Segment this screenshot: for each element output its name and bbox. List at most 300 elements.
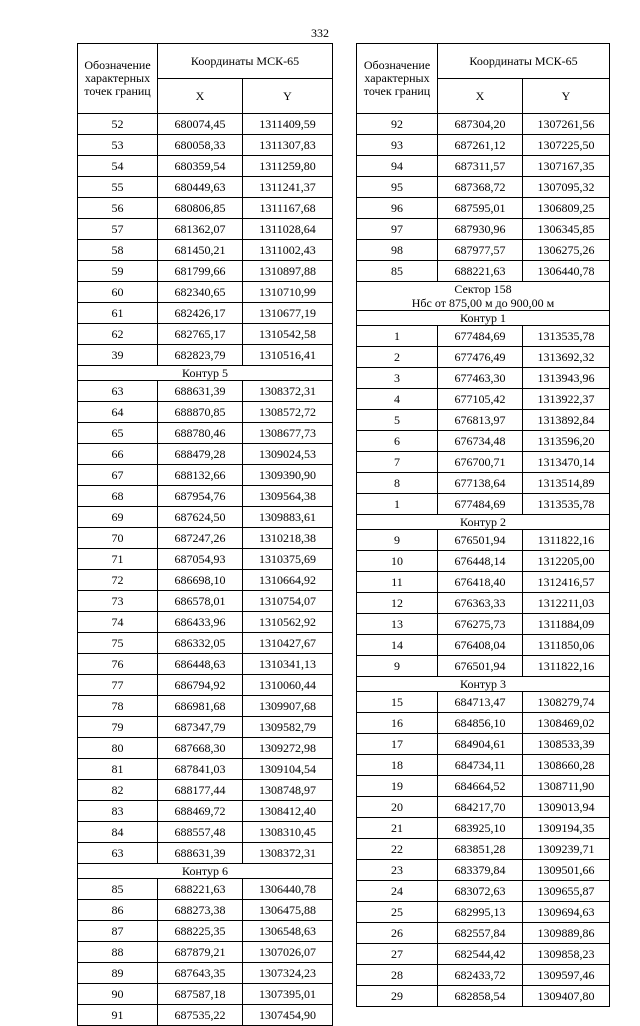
table-body-left (78, 114, 333, 1026)
y-coordinate: 1313470,14 (523, 452, 610, 473)
point-number: 92 (357, 114, 438, 135)
point-number: 18 (357, 755, 438, 776)
x-coordinate: 676813,97 (438, 410, 523, 431)
point-number: 23 (357, 860, 438, 881)
table-row (357, 776, 610, 797)
y-coordinate: 1309889,86 (523, 923, 610, 944)
x-coordinate: 676275,73 (438, 614, 523, 635)
x-coordinate: 676734,48 (438, 431, 523, 452)
x-coordinate: 683072,63 (438, 881, 523, 902)
point-number: 53 (78, 135, 158, 156)
section-heading (78, 864, 333, 879)
table-row (357, 494, 610, 515)
table-row (357, 177, 610, 198)
y-coordinate: 1311307,83 (243, 135, 333, 156)
point-number: 74 (78, 612, 158, 633)
point-number: 52 (78, 114, 158, 135)
table-row (78, 345, 333, 366)
y-coordinate: 1313892,84 (523, 410, 610, 431)
section-title: Контур 3 (460, 677, 506, 691)
table-row (78, 282, 333, 303)
point-number: 85 (357, 261, 438, 282)
table-row (78, 381, 333, 402)
table-row (357, 326, 610, 347)
point-number: 2 (357, 347, 438, 368)
point-number: 94 (357, 156, 438, 177)
point-number: 11 (357, 572, 438, 593)
y-coordinate: 1313535,78 (523, 494, 610, 515)
y-coordinate: 1308748,97 (243, 780, 333, 801)
x-coordinate: 688870,85 (158, 402, 243, 423)
point-number: 19 (357, 776, 438, 797)
x-coordinate: 682995,13 (438, 902, 523, 923)
y-coordinate: 1309104,54 (243, 759, 333, 780)
x-coordinate: 686448,63 (158, 654, 243, 675)
table-row (78, 780, 333, 801)
section-subtitle: Нбс от 875,00 м до 900,00 м (411, 296, 555, 310)
table-row (78, 738, 333, 759)
y-coordinate: 1311850,06 (523, 635, 610, 656)
y-coordinate: 1311241,37 (243, 177, 333, 198)
point-number: 28 (357, 965, 438, 986)
point-number: 65 (78, 423, 158, 444)
table-row (78, 717, 333, 738)
table-row (357, 473, 610, 494)
header-y: Y (243, 79, 333, 114)
y-coordinate: 1306475,88 (243, 900, 333, 921)
point-number: 55 (78, 177, 158, 198)
y-coordinate: 1308279,74 (523, 692, 610, 713)
table-row (357, 965, 610, 986)
y-coordinate: 1310677,19 (243, 303, 333, 324)
table-row (78, 696, 333, 717)
table-row (357, 240, 610, 261)
table-row (357, 551, 610, 572)
coordinates-table-right (356, 43, 610, 1007)
point-number: 75 (78, 633, 158, 654)
table-row (78, 963, 333, 984)
table-row (78, 444, 333, 465)
point-number: 15 (357, 692, 438, 713)
x-coordinate: 681799,66 (158, 261, 243, 282)
y-coordinate: 1308660,28 (523, 755, 610, 776)
x-coordinate: 676700,71 (438, 452, 523, 473)
x-coordinate: 676363,33 (438, 593, 523, 614)
point-number: 5 (357, 410, 438, 431)
y-coordinate: 1309907,68 (243, 696, 333, 717)
point-number: 78 (78, 696, 158, 717)
point-number: 84 (78, 822, 158, 843)
y-coordinate: 1308533,39 (523, 734, 610, 755)
x-coordinate: 688631,39 (158, 843, 243, 864)
x-coordinate: 677484,69 (438, 494, 523, 515)
x-coordinate: 688479,28 (158, 444, 243, 465)
table-row (78, 879, 333, 900)
point-number: 97 (357, 219, 438, 240)
table-row (357, 114, 610, 135)
x-coordinate: 687304,20 (438, 114, 523, 135)
header-coordinates: Координаты МСК-65 (438, 44, 610, 79)
x-coordinate: 676418,40 (438, 572, 523, 593)
x-coordinate: 687247,26 (158, 528, 243, 549)
point-number: 27 (357, 944, 438, 965)
table-row (78, 303, 333, 324)
point-number: 93 (357, 135, 438, 156)
y-coordinate: 1311167,68 (243, 198, 333, 219)
point-number: 82 (78, 780, 158, 801)
section-row (357, 282, 610, 311)
table-row (78, 240, 333, 261)
x-coordinate: 687841,03 (158, 759, 243, 780)
table-row (357, 572, 610, 593)
table-row (357, 881, 610, 902)
x-coordinate: 687879,21 (158, 942, 243, 963)
y-coordinate: 1310060,44 (243, 675, 333, 696)
point-number: 26 (357, 923, 438, 944)
table-row (78, 156, 333, 177)
y-coordinate: 1311028,64 (243, 219, 333, 240)
table-row (78, 324, 333, 345)
y-coordinate: 1312416,57 (523, 572, 610, 593)
y-coordinate: 1310516,41 (243, 345, 333, 366)
table-row (78, 219, 333, 240)
y-coordinate: 1310341,13 (243, 654, 333, 675)
y-coordinate: 1306548,63 (243, 921, 333, 942)
x-coordinate: 688631,39 (158, 381, 243, 402)
point-number: 77 (78, 675, 158, 696)
point-number: 12 (357, 593, 438, 614)
point-number: 8 (357, 473, 438, 494)
x-coordinate: 677105,42 (438, 389, 523, 410)
y-coordinate: 1309883,61 (243, 507, 333, 528)
table-header (78, 44, 333, 114)
x-coordinate: 680359,54 (158, 156, 243, 177)
table-row (78, 402, 333, 423)
y-coordinate: 1308469,02 (523, 713, 610, 734)
x-coordinate: 680074,45 (158, 114, 243, 135)
x-coordinate: 682433,72 (438, 965, 523, 986)
y-coordinate: 1312205,00 (523, 551, 610, 572)
x-coordinate: 676501,94 (438, 530, 523, 551)
point-number: 64 (78, 402, 158, 423)
y-coordinate: 1308572,72 (243, 402, 333, 423)
y-coordinate: 1309597,46 (523, 965, 610, 986)
header-y: Y (523, 79, 610, 114)
point-number: 98 (357, 240, 438, 261)
table-row (78, 549, 333, 570)
section-row (78, 366, 333, 381)
x-coordinate: 682426,17 (158, 303, 243, 324)
table-row (78, 261, 333, 282)
point-number: 83 (78, 801, 158, 822)
y-coordinate: 1308310,45 (243, 822, 333, 843)
y-coordinate: 1311822,16 (523, 656, 610, 677)
table-row (357, 593, 610, 614)
point-number: 29 (357, 986, 438, 1007)
y-coordinate: 1309407,80 (523, 986, 610, 1007)
x-coordinate: 680058,33 (158, 135, 243, 156)
x-coordinate: 686794,92 (158, 675, 243, 696)
point-number: 73 (78, 591, 158, 612)
y-coordinate: 1313535,78 (523, 326, 610, 347)
y-coordinate: 1310754,07 (243, 591, 333, 612)
x-coordinate: 687930,96 (438, 219, 523, 240)
section-heading (357, 515, 610, 530)
point-number: 87 (78, 921, 158, 942)
section-heading (357, 282, 610, 311)
y-coordinate: 1310710,99 (243, 282, 333, 303)
x-coordinate: 688225,35 (158, 921, 243, 942)
point-number: 1 (357, 494, 438, 515)
y-coordinate: 1310218,38 (243, 528, 333, 549)
x-coordinate: 684217,70 (438, 797, 523, 818)
x-coordinate: 687595,01 (438, 198, 523, 219)
x-coordinate: 686332,05 (158, 633, 243, 654)
point-number: 96 (357, 198, 438, 219)
x-coordinate: 684734,11 (438, 755, 523, 776)
point-number: 63 (78, 381, 158, 402)
table-row (78, 633, 333, 654)
x-coordinate: 681450,21 (158, 240, 243, 261)
point-number: 81 (78, 759, 158, 780)
table-row (357, 713, 610, 734)
table-row (78, 675, 333, 696)
table-row (357, 656, 610, 677)
point-number: 10 (357, 551, 438, 572)
header-points-label: Обозначение характерных точек границ (357, 44, 438, 114)
y-coordinate: 1313596,20 (523, 431, 610, 452)
x-coordinate: 682765,17 (158, 324, 243, 345)
point-number: 17 (357, 734, 438, 755)
table-row (78, 423, 333, 444)
x-coordinate: 686981,68 (158, 696, 243, 717)
point-number: 22 (357, 839, 438, 860)
table-row (78, 591, 333, 612)
y-coordinate: 1311409,59 (243, 114, 333, 135)
point-number: 57 (78, 219, 158, 240)
x-coordinate: 686698,10 (158, 570, 243, 591)
y-coordinate: 1309582,79 (243, 717, 333, 738)
header-x: X (158, 79, 243, 114)
point-number: 71 (78, 549, 158, 570)
point-number: 21 (357, 818, 438, 839)
y-coordinate: 1308412,40 (243, 801, 333, 822)
y-coordinate: 1312211,03 (523, 593, 610, 614)
y-coordinate: 1307225,50 (523, 135, 610, 156)
table-row (357, 755, 610, 776)
x-coordinate: 683925,10 (438, 818, 523, 839)
point-number: 63 (78, 843, 158, 864)
x-coordinate: 688273,38 (158, 900, 243, 921)
point-number: 4 (357, 389, 438, 410)
table-row (78, 612, 333, 633)
x-coordinate: 684664,52 (438, 776, 523, 797)
y-coordinate: 1313514,89 (523, 473, 610, 494)
table-row (357, 261, 610, 282)
x-coordinate: 687954,76 (158, 486, 243, 507)
point-number: 24 (357, 881, 438, 902)
point-number: 67 (78, 465, 158, 486)
section-heading (357, 677, 610, 692)
x-coordinate: 684856,10 (438, 713, 523, 734)
y-coordinate: 1313943,96 (523, 368, 610, 389)
table-row (78, 507, 333, 528)
x-coordinate: 676408,04 (438, 635, 523, 656)
table-row (357, 347, 610, 368)
y-coordinate: 1309564,38 (243, 486, 333, 507)
point-number: 6 (357, 431, 438, 452)
y-coordinate: 1308677,73 (243, 423, 333, 444)
y-coordinate: 1310897,88 (243, 261, 333, 282)
table-row (357, 860, 610, 881)
table-row (357, 692, 610, 713)
table-row (357, 902, 610, 923)
x-coordinate: 688221,63 (158, 879, 243, 900)
x-coordinate: 676501,94 (438, 656, 523, 677)
table-row (357, 368, 610, 389)
table-row (357, 614, 610, 635)
x-coordinate: 683379,84 (438, 860, 523, 881)
section-row (357, 311, 610, 326)
x-coordinate: 683851,28 (438, 839, 523, 860)
x-coordinate: 677476,49 (438, 347, 523, 368)
point-number: 9 (357, 530, 438, 551)
point-number: 95 (357, 177, 438, 198)
y-coordinate: 1309858,23 (523, 944, 610, 965)
table-row (357, 431, 610, 452)
x-coordinate: 677138,64 (438, 473, 523, 494)
point-number: 89 (78, 963, 158, 984)
table-row (78, 843, 333, 864)
y-coordinate: 1309194,35 (523, 818, 610, 839)
point-number: 85 (78, 879, 158, 900)
table-row (78, 822, 333, 843)
section-title: Контур 6 (182, 864, 228, 878)
section-heading (78, 366, 333, 381)
y-coordinate: 1313922,37 (523, 389, 610, 410)
y-coordinate: 1308372,31 (243, 381, 333, 402)
x-coordinate: 681362,07 (158, 219, 243, 240)
x-coordinate: 687054,93 (158, 549, 243, 570)
point-number: 14 (357, 635, 438, 656)
table-row (78, 528, 333, 549)
section-title: Контур 1 (460, 311, 506, 325)
y-coordinate: 1307324,23 (243, 963, 333, 984)
table-row (357, 156, 610, 177)
point-number: 91 (78, 1005, 158, 1026)
point-number: 20 (357, 797, 438, 818)
point-number: 7 (357, 452, 438, 473)
point-number: 61 (78, 303, 158, 324)
x-coordinate: 688469,72 (158, 801, 243, 822)
point-number: 90 (78, 984, 158, 1005)
y-coordinate: 1311822,16 (523, 530, 610, 551)
section-title: Сектор 158 (454, 282, 512, 296)
x-coordinate: 688557,48 (158, 822, 243, 843)
y-coordinate: 1309694,63 (523, 902, 610, 923)
point-number: 59 (78, 261, 158, 282)
x-coordinate: 687368,72 (438, 177, 523, 198)
table-row (78, 1005, 333, 1026)
x-coordinate: 687587,18 (158, 984, 243, 1005)
table-row (357, 530, 610, 551)
point-number: 60 (78, 282, 158, 303)
table-row (357, 923, 610, 944)
y-coordinate: 1307454,90 (243, 1005, 333, 1026)
table-row (357, 818, 610, 839)
table-row (357, 734, 610, 755)
table-row (78, 654, 333, 675)
section-row (357, 515, 610, 530)
coordinates-table-left (77, 43, 333, 1026)
x-coordinate: 686578,01 (158, 591, 243, 612)
table-row (78, 198, 333, 219)
y-coordinate: 1306345,85 (523, 219, 610, 240)
point-number: 16 (357, 713, 438, 734)
table-row (357, 219, 610, 240)
table-body-right (357, 114, 610, 1007)
table-row (357, 389, 610, 410)
x-coordinate: 684904,61 (438, 734, 523, 755)
table-header (357, 44, 610, 114)
y-coordinate: 1309272,98 (243, 738, 333, 759)
y-coordinate: 1309501,66 (523, 860, 610, 881)
y-coordinate: 1310542,58 (243, 324, 333, 345)
table-row (357, 839, 610, 860)
point-number: 39 (78, 345, 158, 366)
y-coordinate: 1309655,87 (523, 881, 610, 902)
point-number: 9 (357, 656, 438, 677)
table-row (78, 900, 333, 921)
point-number: 88 (78, 942, 158, 963)
y-coordinate: 1311884,09 (523, 614, 610, 635)
header-coordinates: Координаты МСК-65 (158, 44, 333, 79)
y-coordinate: 1313692,32 (523, 347, 610, 368)
header-x: X (438, 79, 523, 114)
x-coordinate: 687311,57 (438, 156, 523, 177)
y-coordinate: 1307026,07 (243, 942, 333, 963)
section-heading (357, 311, 610, 326)
table-row (78, 984, 333, 1005)
y-coordinate: 1310664,92 (243, 570, 333, 591)
table-row (78, 486, 333, 507)
point-number: 80 (78, 738, 158, 759)
y-coordinate: 1307095,32 (523, 177, 610, 198)
x-coordinate: 680806,85 (158, 198, 243, 219)
point-number: 66 (78, 444, 158, 465)
table-row (357, 797, 610, 818)
point-number: 69 (78, 507, 158, 528)
table-row (78, 921, 333, 942)
table-row (357, 410, 610, 431)
point-number: 13 (357, 614, 438, 635)
y-coordinate: 1310562,92 (243, 612, 333, 633)
table-row (78, 177, 333, 198)
x-coordinate: 680449,63 (158, 177, 243, 198)
point-number: 62 (78, 324, 158, 345)
x-coordinate: 682858,54 (438, 986, 523, 1007)
y-coordinate: 1307395,01 (243, 984, 333, 1005)
point-number: 72 (78, 570, 158, 591)
y-coordinate: 1311259,80 (243, 156, 333, 177)
y-coordinate: 1308372,31 (243, 843, 333, 864)
table-row (78, 114, 333, 135)
x-coordinate: 686433,96 (158, 612, 243, 633)
table-row (78, 942, 333, 963)
y-coordinate: 1308711,90 (523, 776, 610, 797)
x-coordinate: 687624,50 (158, 507, 243, 528)
point-number: 68 (78, 486, 158, 507)
